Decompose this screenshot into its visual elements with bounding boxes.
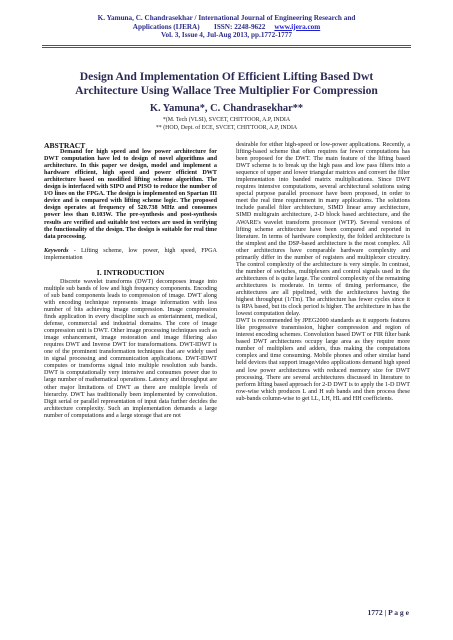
- journal-header-line1: K. Yamuna, C. Chandrasekhar / International Journal of Engineering Research and: [97, 14, 356, 22]
- header-rule-top: [42, 45, 411, 46]
- journal-header-line3: Vol. 3, Issue 4, Jul-Aug 2013, pp.1772-1777: [161, 31, 292, 40]
- intro-body: Discrete wavelet transforms (DWT) decomposes image into multiple sub bands of low and high frequency components. Encoding of sub band components leads to compression of image. DWT along with encoding technique represents image information with less number of bits achieving image compression. Image compression finds application in every discipline such as entertainment, medical, defense, commercial and industrial domains. The core of image compression unit is DWT. Other image processing techniques such as image enhancement, image restoration and image filtering also requires DWT and Inverse DWT for transformations. DWT-IDWT is one of the prominent transformation techniques that are widely used in signal processing and communication applications. DWT-IDWT computes or transforms signal into multiple resolution sub bands. DWT is computationally very intensive and consumes power due to large number of mathematical operations. Latency and throughput are other major limitations of DWT as there are multiple levels of hierarchy. DWT has traditionally been implemented by convolution. Digit serial or parallel representation of input data further decides the architecture complexity. Such an implementation demands a large number of computations and a large storage that are not: [44, 278, 217, 419]
- affiliation-1: *(M. Tech (VLSI), SVCET, CHITTOOR, A.P, INDIA: [162, 117, 291, 123]
- left-column: [44, 142, 217, 420]
- right-column: [236, 142, 410, 403]
- author-names: K. Yamuna*, C. Chandrasekhar**: [149, 103, 304, 114]
- paper-title-line1: Design And Implementation Of Efficient Lifting Based Dwt: [79, 70, 374, 83]
- right-paragraph-1: desirable for either high-speed or low-power applications. Recently, a lifting-based scheme that often requires far fewer computations has been proposed for the DWT. The main feature of the lifting based DWT scheme is to break up the high pass and low pass filters into a sequence of upper and lower triangular matrices and convert the filter implementation into banded matrix multiplications. Since DWT requires intensive computations, several architectural solutions using special purpose parallel processor have been proposed, in order to meet the real time requirement in many applications. The solutions include parallel filter architecture, SIMD linear array architecture, SIMD multigrain architecture, 2-D block based architecture, and the AWARE's wavelet transform processor (WTP). Several versions of lifting scheme architecture have been compared and reported in literature. In terms of hardware complexity, the folded architecture is the simplest and the DSP-based architecture is the most complex. All other architectures have comparable hardware complexity and primarily differ in the number of registers and multiplexer circuitry. The control complexity of the architecture is very simple. In contrast, the number of switches, multiplexers and control signals used in the architectures of is quite large. The control complexity of the remaining architectures is moderate. In terms of timing performance, the architectures are all pipelined, with the architectures having the highest throughput (1/Tm). The architecture has fewer cycles since it is RPA based, but its clock period is higher. The architecture in has the lowest computation delay.: [236, 142, 410, 318]
- keywords-label: Keywords: [44, 247, 69, 254]
- journal-header: [40, 14, 413, 40]
- intro-heading: I. INTRODUCTION: [96, 267, 165, 277]
- journal-url-link[interactable]: www.ijera.com: [274, 22, 321, 31]
- header-rule-bottom: [42, 47, 411, 48]
- abstract-heading: ABSTRACT: [44, 141, 86, 150]
- keywords: [44, 248, 217, 262]
- paper-title: [46, 70, 407, 98]
- page-footer: 1772 | P a g e: [367, 608, 409, 617]
- affiliation-2: ** (HOD, Dept. of ECE, SVCET, CHITTOOR, A.P, INDIA: [155, 125, 298, 131]
- keywords-text: - Lifting scheme, low power, high speed, FPGA implementation: [44, 247, 217, 261]
- journal-issn: Applications (IJERA) ISSN: 2248-9622: [132, 22, 275, 31]
- paper-title-line2: Architecture Using Wallace Tree Multiplier For Compression: [75, 83, 378, 97]
- abstract-body: Demand for high speed and low power architecture for DWT computation have led to design of novel algorithms and architecture. In this paper we design, model and implement a hardware efficient, high speed and power efficient DWT architecture based on modified lifting scheme algorithm. The design is interfaced with SIPO and PISO to reduce the number of I/O lines on the FPGA. The design is implemented on Spartan III device and is compared with lifting scheme logic. The proposed design operates at frequency of 520.738 MHz and consumes power less than 0.103W. The pre-synthesis and post-synthesis results are verified and suitable test vectors are used in verifying the functionality of the design. The design is suitable for real time data processing.: [44, 149, 217, 240]
- right-paragraph-2: DWT is recommended by JPEG2000 standards as it supports features like progressive transmission, higher compression and region of interest encoding schemes. Convolution based DWT or FIR filter bank based DWT architectures occupy large area as they require more number of multipliers and adders, thus making the computations complex and time consuming. Mobile phones and other similar hand held devices that support image/video applications demand high speed and low power architectures with reduced memory size for DWT processing. There are several architectures discussed in literature to perform lifting based approach for 2-D DWT is to apply the 1-D DWT row-wise which produces L and H sub bands and then process these sub-bands column-wise to get LL, LH, HL and HH coefficients.: [236, 318, 410, 402]
- journal-header-line2: [40, 23, 413, 32]
